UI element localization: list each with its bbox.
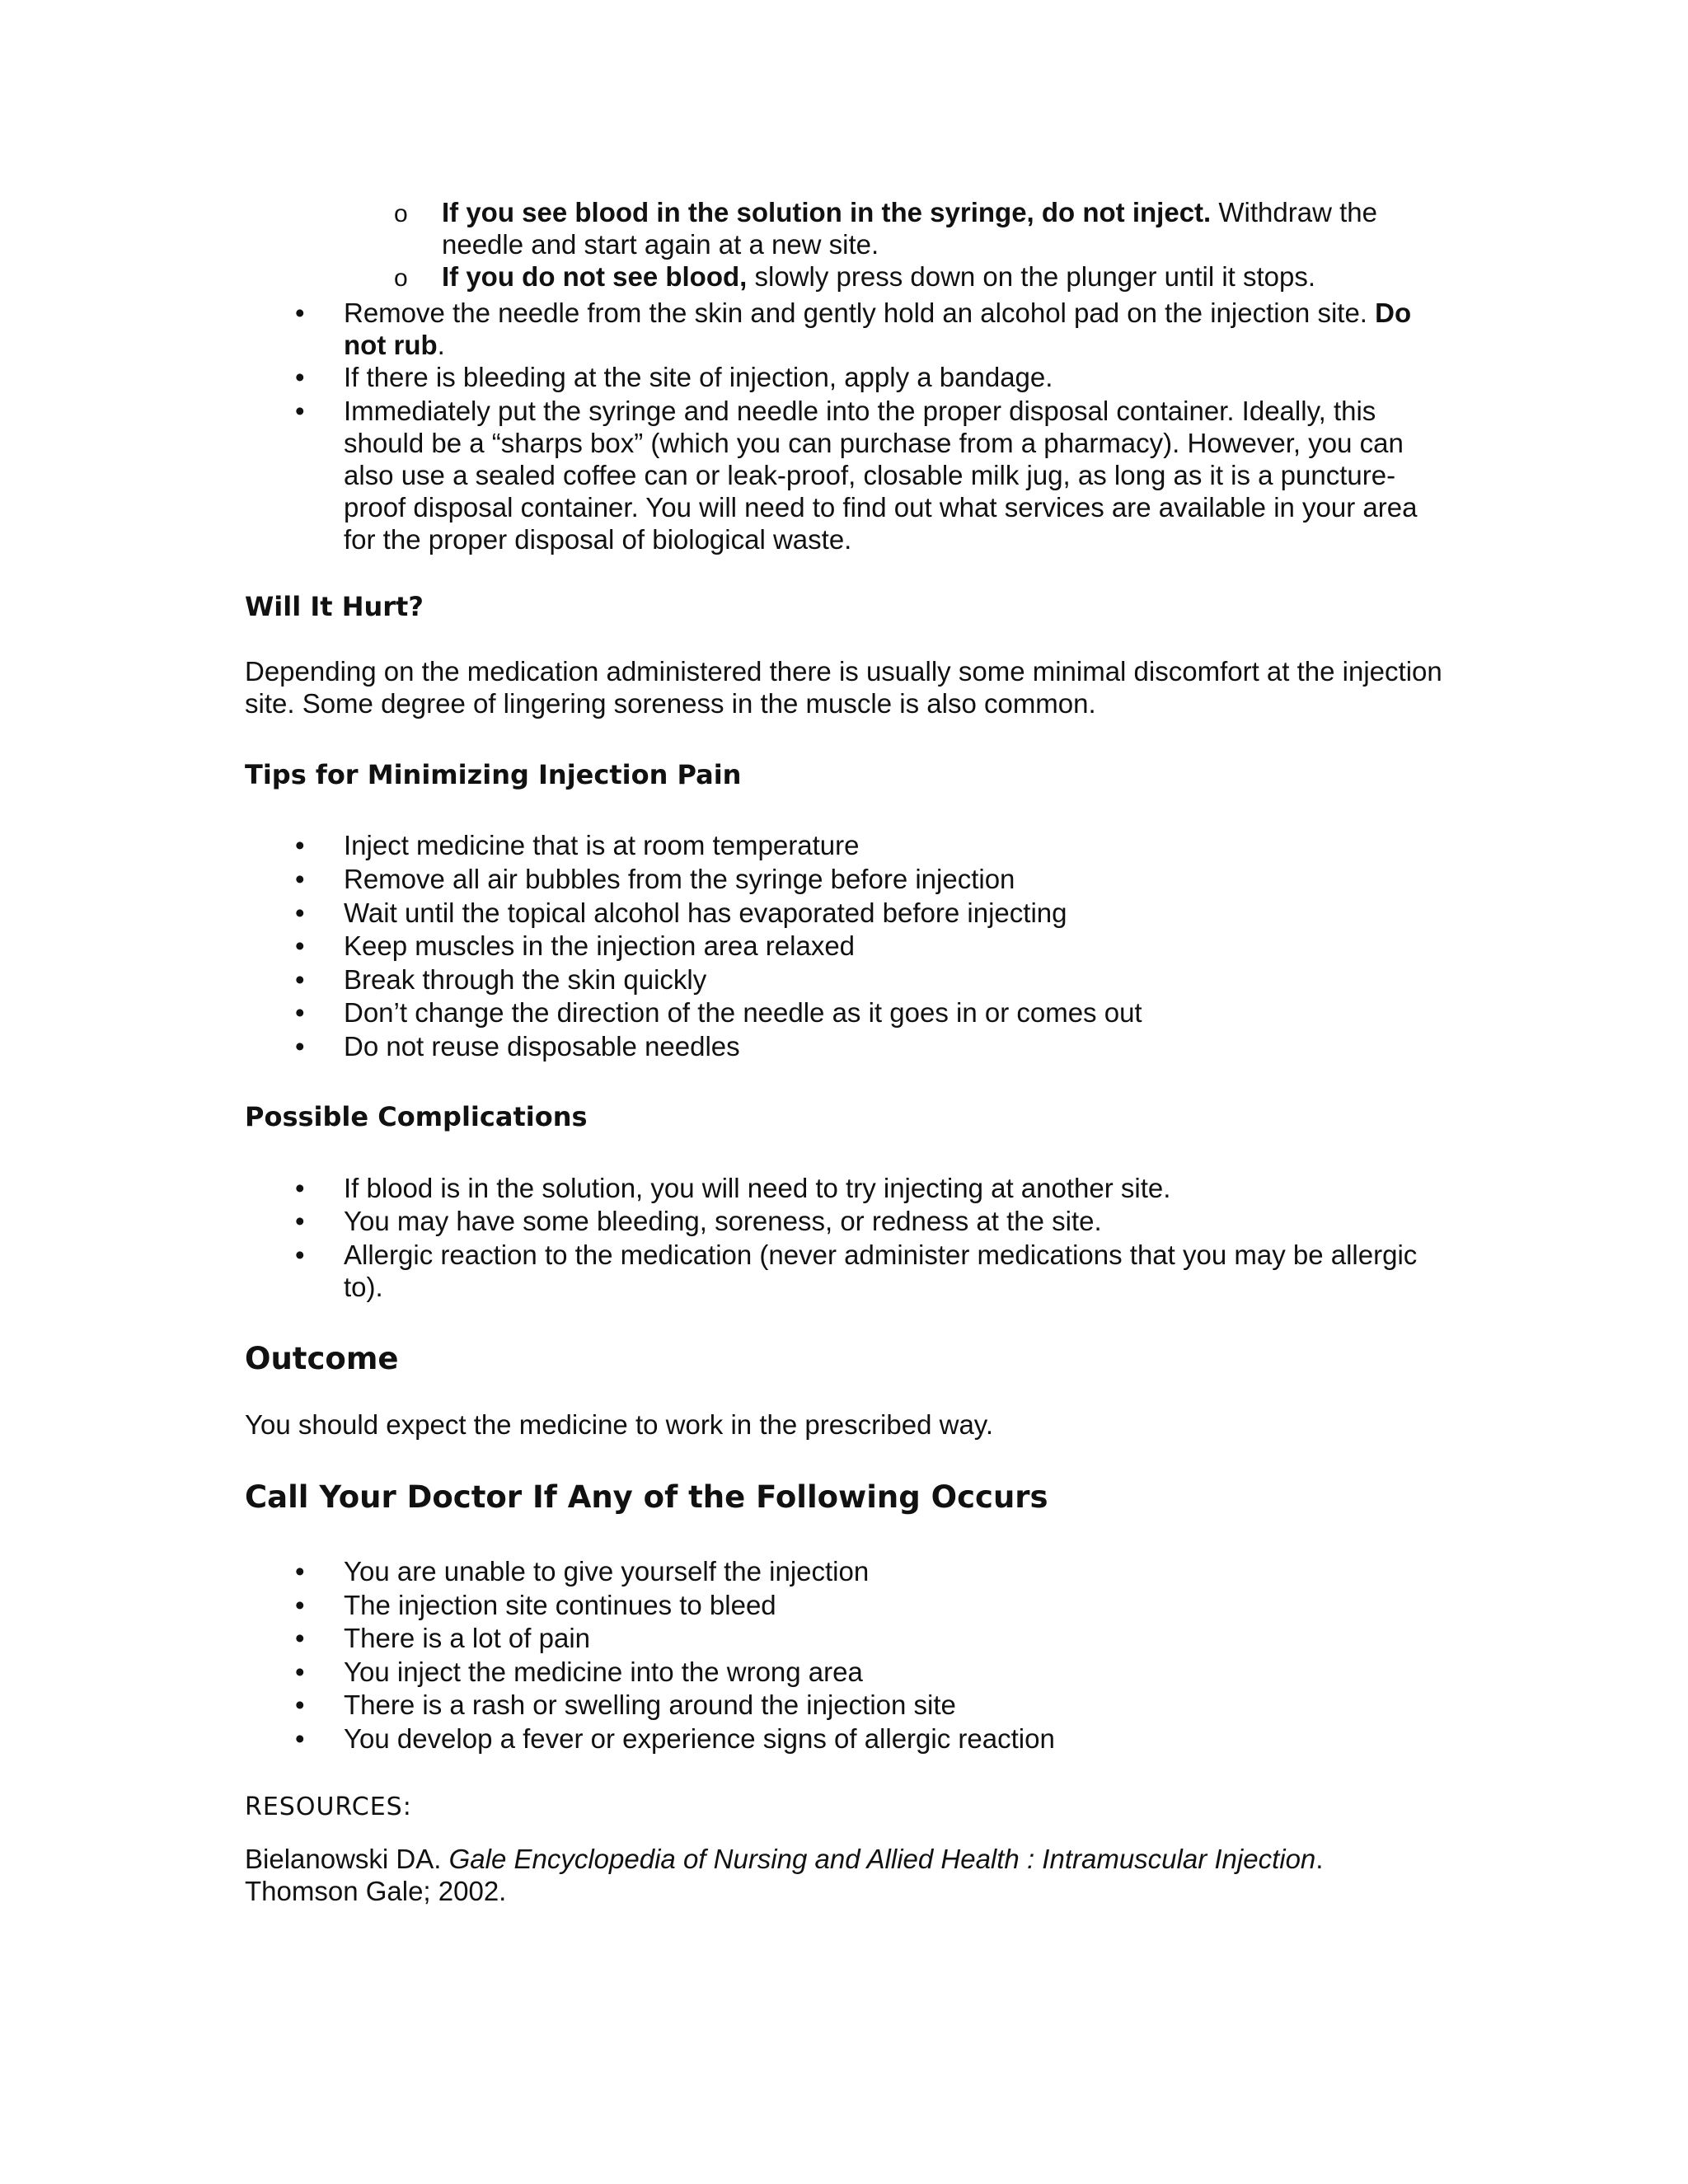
list-item: You develop a fever or experience signs of allergic reaction [344, 1723, 1055, 1754]
bullet-marker: • [295, 1590, 305, 1620]
bullet-marker: • [295, 298, 305, 328]
sub-item-blood [442, 196, 1449, 260]
list-item: Wait until the topical alcohol has evaporated before injecting [344, 898, 1067, 928]
heading-will-it-hurt: Will It Hurt? [245, 591, 424, 622]
bullet-marker: • [295, 1690, 305, 1720]
outcome-paragraph: You should expect the medicine to work in the prescribed way. [245, 1409, 994, 1440]
bullet-marker: • [295, 1723, 305, 1754]
list-item: You inject the medicine into the wrong area [344, 1657, 863, 1687]
citation-author: Bielanowski DA. [245, 1844, 449, 1874]
list-item: The injection site continues to bleed [344, 1590, 776, 1620]
list-item: Allergic reaction to the medication (never administer medications that you may be allergic to). [344, 1240, 1418, 1302]
bullet-marker: • [295, 396, 305, 426]
bullet-marker: • [295, 1657, 305, 1687]
list-item: Keep muscles in the injection area relaxed [344, 930, 856, 961]
citation-title: Gale Encyclopedia of Nursing and Allied Health : Intramuscular Injection [448, 1844, 1316, 1874]
bullet-marker: • [295, 898, 305, 928]
list-item: Don’t change the direction of the needle as it goes in or comes out [344, 997, 1142, 1028]
remove-needle-text: Remove the needle from the skin and gently hold an alcohol pad on the injection site. [344, 298, 1376, 328]
bullet-marker: • [295, 1031, 305, 1062]
bullet-marker: • [295, 1623, 305, 1653]
list-item: Do not reuse disposable needles [344, 1031, 740, 1062]
remove-needle-bold: Do not rub [344, 298, 1412, 360]
resources-citation [245, 1843, 1399, 1907]
sub-bullet-marker: o [394, 200, 408, 227]
list-item-bleeding: If there is bleeding at the site of injection, apply a bandage. [344, 362, 1053, 392]
bullet-marker: • [295, 1206, 305, 1236]
heading-tips: Tips for Minimizing Injection Pain [245, 759, 742, 790]
heading-complications: Possible Complications [245, 1101, 588, 1132]
bullet-marker: • [295, 997, 305, 1028]
sub-item-no-blood [442, 260, 1449, 293]
list-item: There is a lot of pain [344, 1623, 590, 1653]
bullet-marker: • [295, 1556, 305, 1586]
heading-call-doctor: Call Your Doctor If Any of the Following Occurs [245, 1479, 1048, 1515]
sub-item-blood-bold: If you see blood in the solution in the syringe, do not inject. [442, 197, 1212, 227]
list-item-disposal: Immediately put the syringe and needle into the proper disposal container. Ideally, this should be a “sharps box” (which you can purchase from a pharmacy). However, you can also use a sealed coffee can or leak-proof, closable milk jug, as long as it is a puncture-proof disposal container. You will need to find out what services are available in your area for the proper disposal of biological waste. [344, 396, 1418, 555]
list-item-remove-needle [344, 297, 1448, 361]
bullet-marker: • [295, 964, 305, 995]
bullet-marker: • [295, 864, 305, 894]
bullet-marker: • [295, 1173, 305, 1203]
bullet-marker: • [295, 1240, 305, 1270]
sub-item-no-blood-text: slowly press down on the plunger until it stops. [747, 261, 1316, 292]
sub-item-blood-text: Withdraw the needle and start again at a new site. [442, 197, 1377, 260]
bullet-marker: • [295, 830, 305, 860]
resources-label: RESOURCES: [245, 1793, 412, 1821]
remove-needle-end: . [437, 330, 445, 360]
list-item: Remove all air bubbles from the syringe before injection [344, 864, 1015, 894]
list-item: If blood is in the solution, you will need to try injecting at another site. [344, 1173, 1171, 1203]
sub-bullet-marker: o [394, 265, 408, 292]
bullet-marker: • [295, 362, 305, 392]
list-item: You are unable to give yourself the injection [344, 1556, 870, 1586]
sub-item-no-blood-bold: If you do not see blood, [442, 261, 748, 292]
will-it-hurt-paragraph: Depending on the medication administered there is usually some minimal discomfort at the injection site. Some degree of lingering soreness in the muscle is also common. [245, 656, 1442, 719]
list-item: There is a rash or swelling around the injection site [344, 1690, 956, 1720]
list-item: You may have some bleeding, soreness, or redness at the site. [344, 1206, 1102, 1236]
citation-publisher: . Thomson Gale; 2002. [245, 1844, 1324, 1906]
list-item: Break through the skin quickly [344, 964, 707, 995]
heading-outcome: Outcome [245, 1341, 399, 1376]
list-item: Inject medicine that is at room temperature [344, 830, 860, 860]
bullet-marker: • [295, 930, 305, 961]
